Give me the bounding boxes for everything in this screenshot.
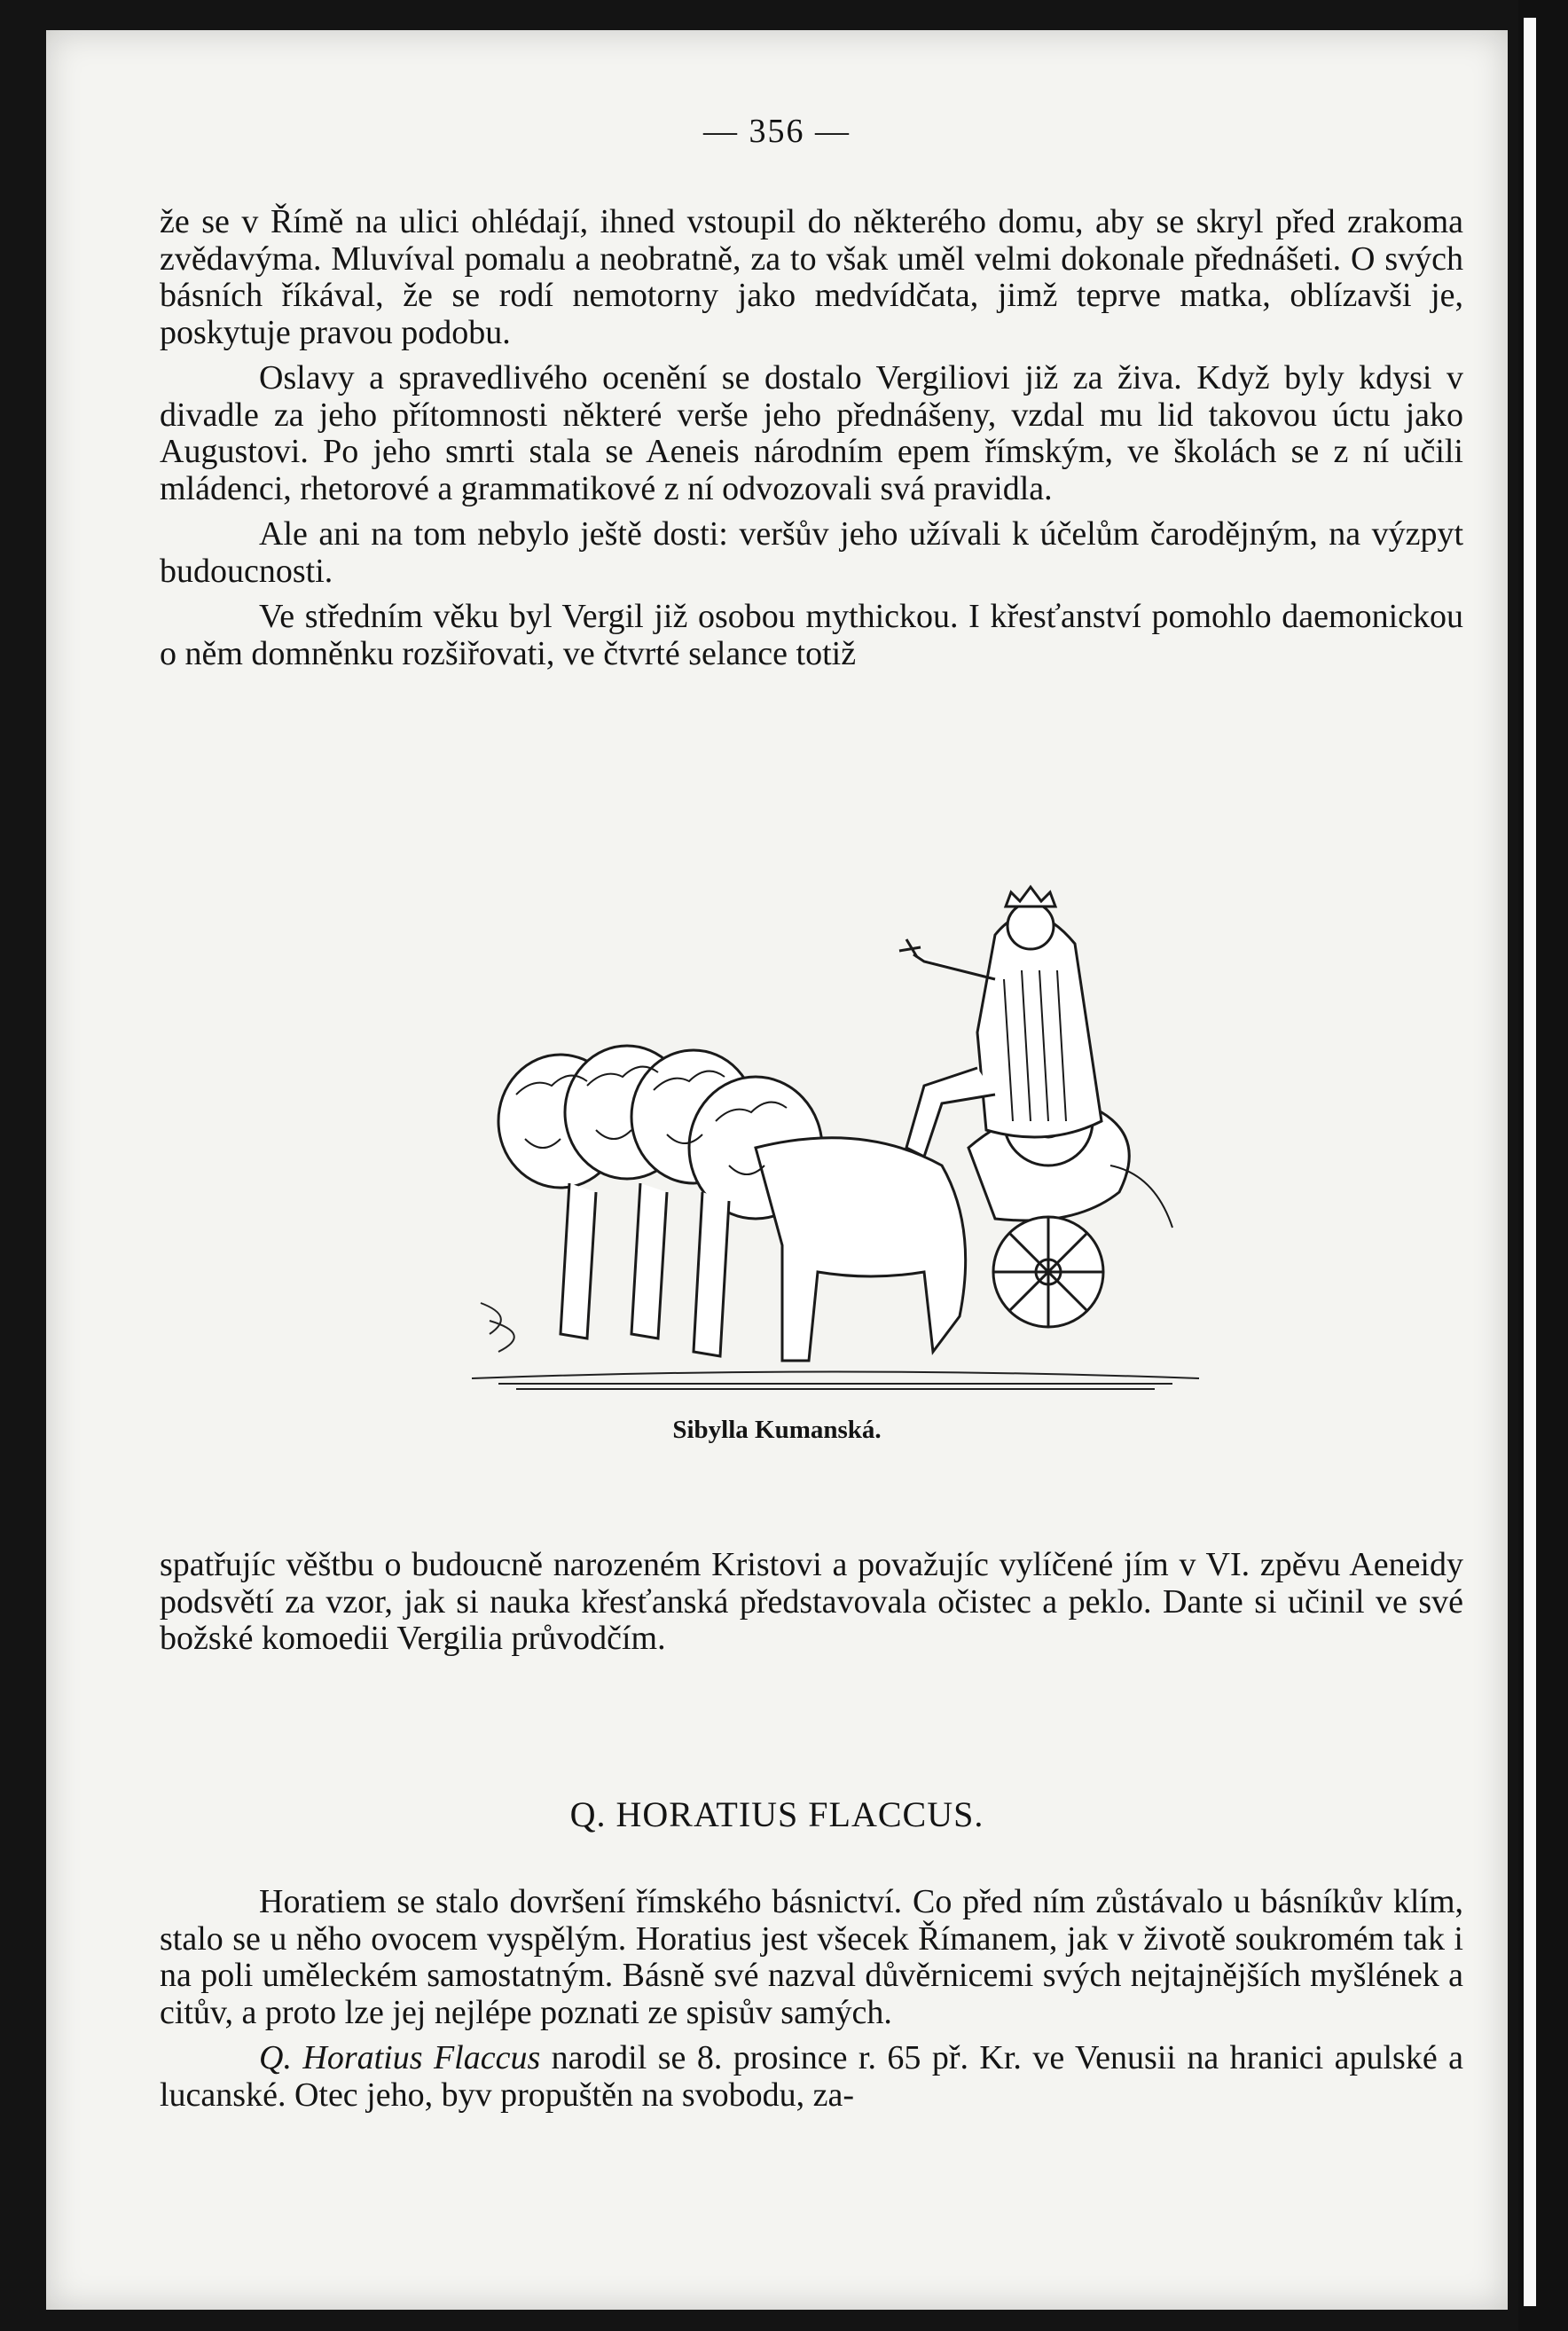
text-block-bottom <box>160 1884 1463 2123</box>
paragraph-3: Ale ani na tom nebylo ještě dosti: veršův jeho užívali k účelům čarodějným, na výzpyt budoucnosti. <box>160 515 1463 590</box>
paragraph-7 <box>160 2040 1463 2114</box>
section-heading: Q. HORATIUS FLACCUS. <box>569 1794 984 1834</box>
paragraph-1: že se v Římě na ulici ohlédají, ihned vstoupil do některého domu, aby se skryl před zrakoma zvědavýma. Mluvíval pomalu a neobratně, za to však uměl velmi dokonale přednášeti. O svých básních říkával, že se rodí nemotorny jako medvídčata, jimž teprve matka, oblízavši je, poskytuje pravou podobu. <box>160 203 1463 351</box>
book-page <box>46 30 1508 2310</box>
paragraph-6: Horatiem se stalo dovršení římského básnictví. Co před ním zůstávalo u básníkův klím, stalo se u něho ovocem vyspělým. Horatius jest všecek Římanem, jak v životě soukromém tak i na poli uměleckém samostatným. Básně své nazval důvěrnicemi svých nejtajnějších myšlének a citův, a proto lze jej nejlépe poznati ze spisův samých. <box>160 1883 1463 2031</box>
figure-caption: Sibylla Kumanská. <box>672 1416 882 1444</box>
paragraph-7-rest: narodil se 8. prosince r. 65 př. Kr. ve Venusii na hranici apulské a lucanské. Otec jeho, byv propuštěn na svobodu, za- <box>160 2039 1463 2114</box>
author-name-italic: Q. Horatius Flaccus <box>259 2039 541 2076</box>
text-block-middle <box>160 1547 1463 1667</box>
text-block-top <box>160 204 1463 681</box>
next-page-edge <box>1524 18 1536 2306</box>
engraving-illustration <box>463 855 1217 1423</box>
scan-right-edge <box>1518 0 1568 2331</box>
sibyl-lion-chariot-engraving <box>463 855 1217 1423</box>
page-number: — 356 — <box>703 113 851 150</box>
paragraph-4: Ve středním věku byl Vergil již osobou mythickou. I křesťanství pomohlo daemonickou o něm domněnku rozšiřovati, ve čtvrté selance totiž <box>160 598 1463 672</box>
paragraph-5: spatřujíc věštbu o budoucně narozeném Kristovi a považujíc vylíčené jím v VI. zpěvu Aeneidy podsvětí za vzor, jak si nauka křesťanská představovala očistec a peklo. Dante si učinil ve své božské komoedii Vergilia průvodčím. <box>160 1546 1463 1657</box>
paragraph-2: Oslavy a spravedlivého ocenění se dostalo Vergiliovi již za živa. Když byly kdysi v divadle za jeho přítomnosti některé verše jeho přednášeny, vzdal mu lid takovou úctu jako Augustovi. Po jeho smrti stala se Aeneis národním epem římským, ve školách se z ní učili mládenci, rhetorové a grammatikové z ní odvozovali svá pravidla. <box>160 359 1463 507</box>
